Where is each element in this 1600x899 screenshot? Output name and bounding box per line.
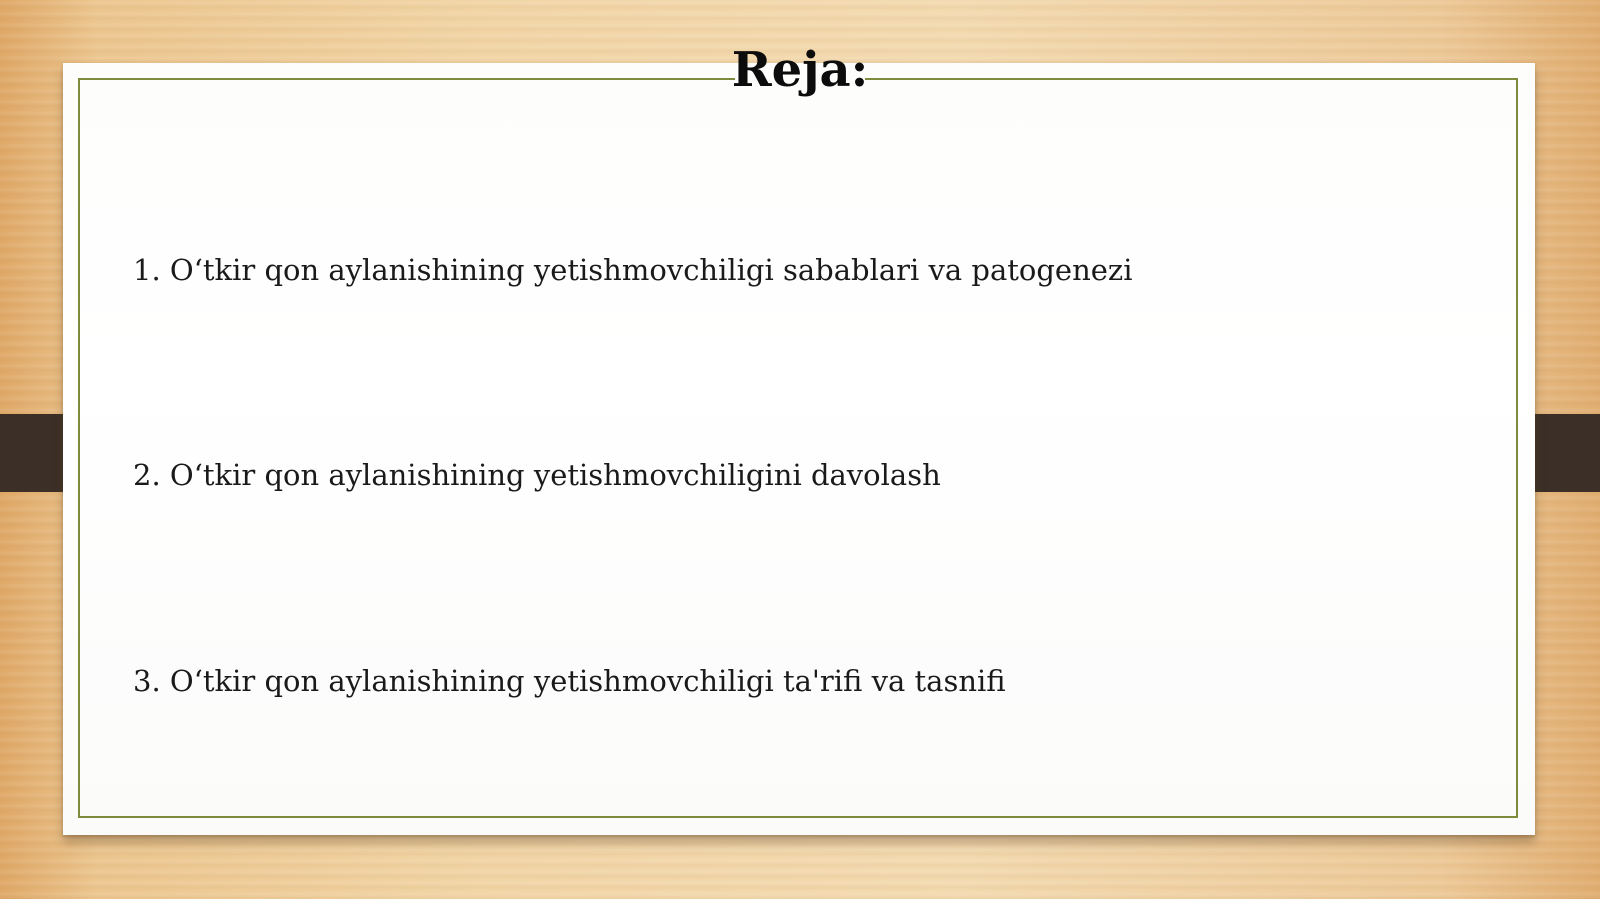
plan-item-1: 1. O‘tkir qon aylanishining yetishmovchiligi sabablari va patogenezi: [133, 253, 1133, 287]
plan-item-2: 2. O‘tkir qon aylanishining yetishmovchiligini davolash: [133, 458, 941, 492]
plan-item-3: 3. O‘tkir qon aylanishining yetishmovchiligi ta'rifi va tasnifi: [133, 664, 1006, 698]
slide-frame-border: [78, 78, 1518, 818]
slide-title: Reja:: [731, 42, 869, 98]
